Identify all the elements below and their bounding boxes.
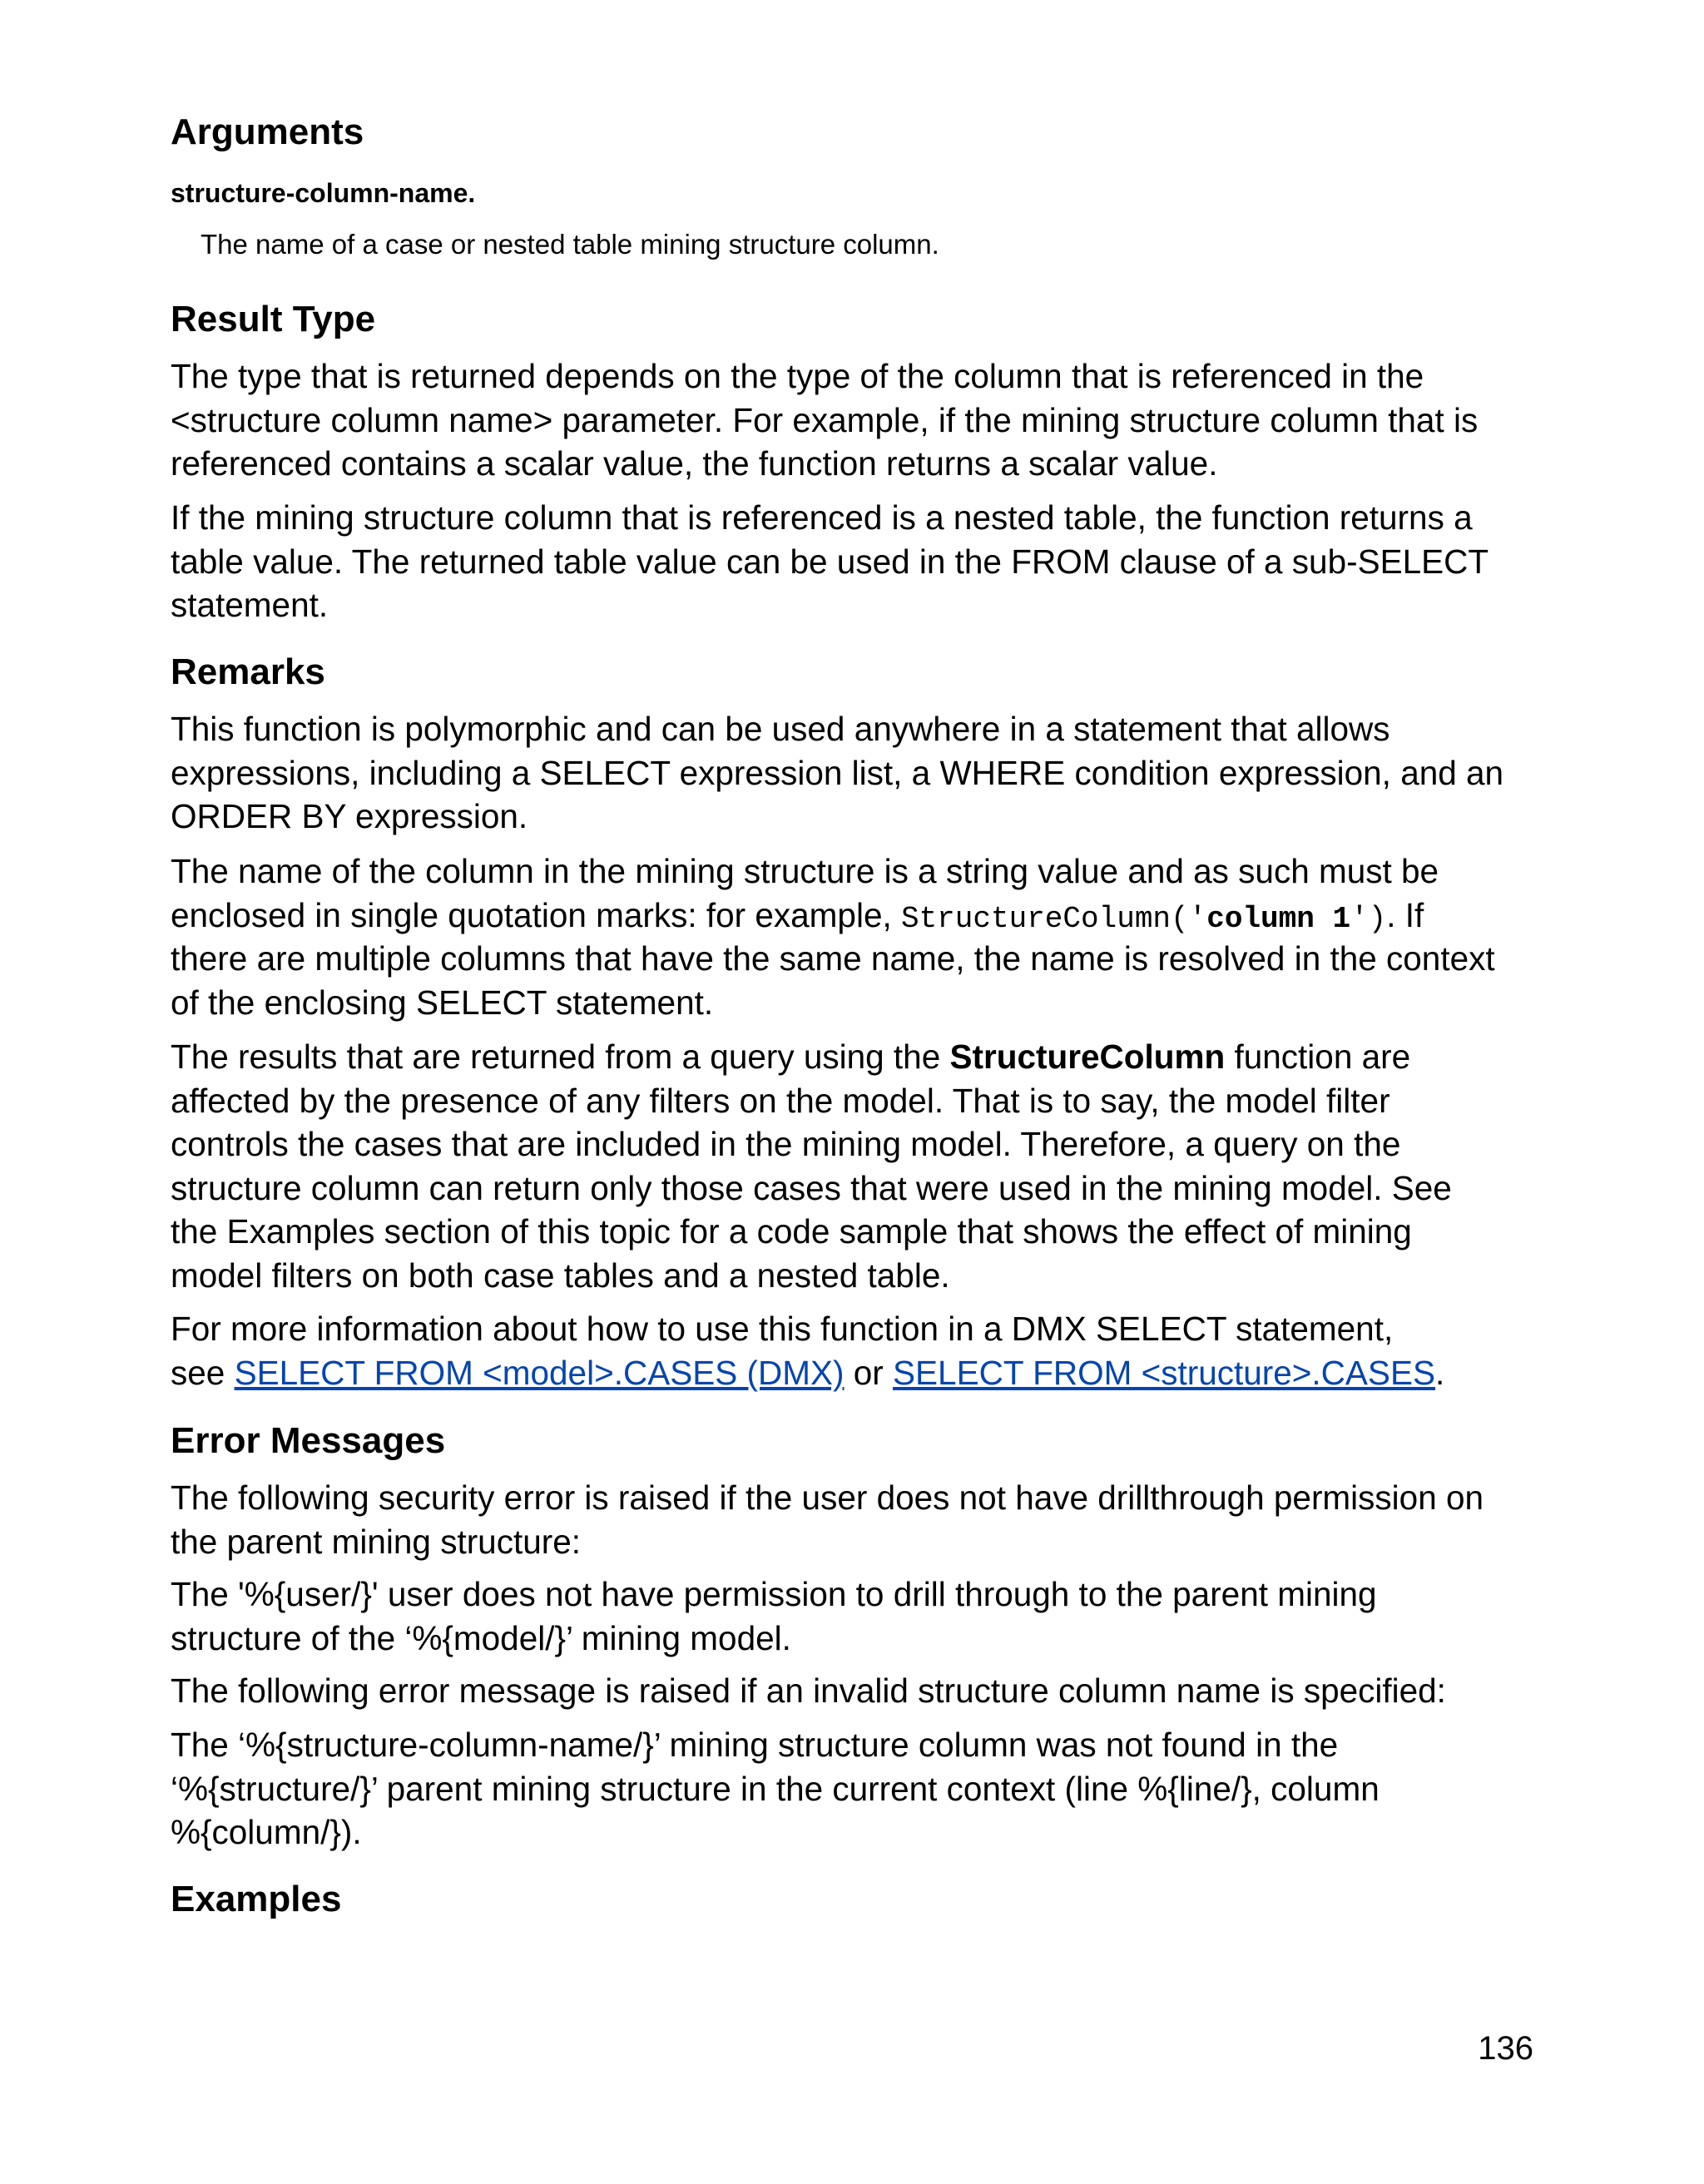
text-line: statement. (171, 586, 329, 624)
heading-error-messages: Error Messages (171, 1420, 446, 1461)
heading-result-type: Result Type (171, 299, 376, 339)
text-line: table value. The returned table value can be used in the FROM clause of a sub-SELECT (171, 542, 1489, 581)
text-line: The following error message is raised if an invalid structure column name is specified: (171, 1671, 1446, 1710)
argument-term: structure-column-name. (171, 178, 476, 208)
heading-examples: Examples (171, 1879, 342, 1919)
code-text: ') (1350, 901, 1387, 936)
text-line: If the mining structure column that is referenced is a nested table, the function returns a (171, 498, 1473, 537)
text-line: ‘%{structure/}’ parent mining structure in the current context (line %{line/}, column (171, 1769, 1380, 1808)
text-line: The '%{user/}' user does not have permission to drill through to the parent mining (171, 1575, 1377, 1613)
remarks-paragraph-1 (171, 707, 1535, 839)
text-line: the parent mining structure: (171, 1522, 582, 1561)
text-line: %{column/}). (171, 1813, 362, 1851)
error-paragraph-4 (171, 1723, 1535, 1855)
text-line: referenced contains a scalar value, the function returns a scalar value. (171, 444, 1218, 483)
heading-arguments: Arguments (171, 111, 364, 152)
error-paragraph-2 (171, 1572, 1535, 1660)
text-line: structure of the ‘%{model/}’ mining model. (171, 1618, 791, 1657)
result-type-paragraph-1 (171, 354, 1535, 486)
text-line: For more information about how to use this function in a DMX SELECT statement, (171, 1310, 1394, 1348)
text-run: . (1434, 1353, 1445, 1392)
text-line: The type that is returned depends on the type of the column that is referenced in the (171, 357, 1424, 395)
text-run: or (844, 1353, 894, 1392)
text-line: there are multiple columns that have the same name, the name is resolved in the context (171, 939, 1495, 978)
text-line (171, 1351, 1535, 1395)
text-line: expressions, including a SELECT expression list, a WHERE condition expression, and an (171, 753, 1504, 792)
text-line: <structure column name> parameter. For example, if the mining structure column that is (171, 400, 1479, 439)
error-paragraph-3 (171, 1669, 1535, 1713)
text-line: structure column can return only those cases that were used in the mining model. See (171, 1168, 1452, 1207)
error-paragraph-1 (171, 1476, 1535, 1563)
link-select-from-model-cases[interactable]: SELECT FROM <model>.CASES (DMX) (234, 1353, 845, 1392)
code-inline (901, 902, 1386, 936)
text-line: of the enclosing SELECT statement. (171, 983, 714, 1022)
text-line: the Examples section of this topic for a code sample that shows the effect of mining (171, 1212, 1412, 1250)
text-line: The following security error is raised if the user does not have drillthrough permission on (171, 1478, 1484, 1517)
text-line: controls the cases that are included in the mining model. Therefore, a query on the (171, 1125, 1401, 1163)
text-run: enclosed in single quotation marks: for example, (171, 895, 901, 934)
text-line: model filters on both case tables and a nested table. (171, 1255, 950, 1295)
code-text: StructureColumn(' (900, 901, 1207, 936)
text-line: The name of the column in the mining structure is a string value and as such must be (171, 852, 1439, 890)
text-line (171, 894, 1535, 938)
text-line (171, 1035, 1535, 1079)
text-run: The results that are returned from a query using the (171, 1038, 950, 1076)
remarks-paragraph-2 (171, 849, 1535, 1024)
remarks-paragraph-4 (171, 1307, 1535, 1394)
link-select-from-structure-cases[interactable]: SELECT FROM <structure>.CASES (893, 1353, 1435, 1392)
remarks-paragraph-3 (171, 1035, 1535, 1297)
code-bold-text: column 1 (1206, 901, 1351, 936)
text-run: function are (1225, 1038, 1411, 1076)
text-line: This function is polymorphic and can be used anywhere in a statement that allows (171, 710, 1390, 748)
text-line: ORDER BY expression. (171, 797, 528, 835)
text-line: The ‘%{structure-column-name/}’ mining structure column was not found in the (171, 1726, 1339, 1764)
text-line: affected by the presence of any filters on the model. That is to say, the model filter (171, 1081, 1390, 1120)
function-name-bold: StructureColumn (949, 1038, 1226, 1076)
page-number: 136 (1478, 2030, 1533, 2067)
heading-remarks: Remarks (171, 651, 325, 692)
text-run: see (171, 1353, 235, 1392)
result-type-paragraph-2 (171, 496, 1535, 627)
argument-definition: The name of a case or nested table mining structure column. (201, 229, 939, 260)
text-run: . If (1386, 895, 1424, 934)
